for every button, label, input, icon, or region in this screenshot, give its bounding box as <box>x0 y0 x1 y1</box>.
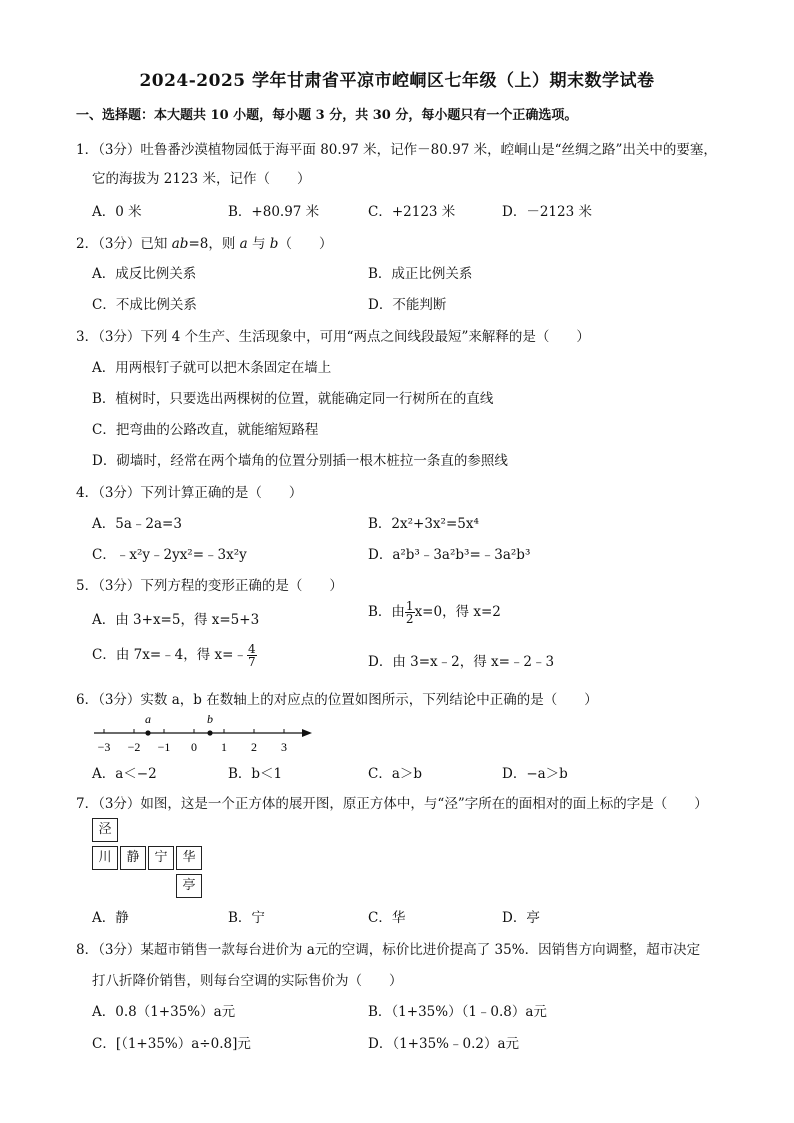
question-8-stem-line1: 8．（3分）某超市销售一款每台进价为 a元的空调，标价比进价提高了 35%．因销售方向调整，超市决定 <box>76 942 701 958</box>
question-8-option-c: C．[（1+35%）a÷0.8]元 <box>92 1036 251 1052</box>
question-4-option-b: B．2x²+3x²=5x⁴ <box>368 516 479 532</box>
question-8-option-a: A．0.8（1+35%）a元 <box>92 1004 236 1020</box>
question-3-option-a: A．用两根钉子就可以把木条固定在墙上 <box>92 360 332 376</box>
cube-face-2: 川 <box>92 846 118 870</box>
question-8-option-b: B．（1+35%）（1﹣0.8）a元 <box>368 1004 547 1020</box>
question-5-option-d: D．由 3=x﹣2，得 x=﹣2﹣3 <box>368 654 555 670</box>
number-line-figure <box>92 708 322 762</box>
number-line-tick-label: 1 <box>221 740 227 754</box>
question-6-option-a: A．a＜−2 <box>92 766 157 782</box>
question-6-option-b: B．b＜1 <box>228 766 283 782</box>
question-2-option-d: D．不能判断 <box>368 297 447 313</box>
question-8-stem-line2: 打八折降价销售，则每台空调的实际售价为（ ） <box>92 973 403 989</box>
question-1-stem-line2: 它的海拔为 2123 米，记作（ ） <box>92 171 311 187</box>
question-2-option-b: B．成正比例关系 <box>368 266 473 282</box>
q5-c-fraction <box>247 643 257 668</box>
cube-face-3: 静 <box>120 846 146 870</box>
question-2-option-a: A．成反比例关系 <box>92 266 197 282</box>
q2-stem-pre: 2．（3分）已知 <box>76 236 172 252</box>
question-2-stem <box>76 232 332 252</box>
q2-var-b: b <box>269 236 279 252</box>
question-1-stem-line1: 1．（3分）吐鲁番沙漠植物园低于海平面 80.97 米，记作－80.97 米，崆峒山是“丝绸之路”出关中的要塞， <box>76 142 717 158</box>
fraction-numerator: 1 <box>405 599 414 613</box>
question-6-stem: 6．（3分）实数 a，b 在数轴上的对应点的位置如图所示，下列结论中正确的是（ ） <box>76 692 598 708</box>
number-line-tick-label: 2 <box>251 740 257 754</box>
point-a-label: a <box>145 712 151 726</box>
number-line-tick-label: −3 <box>97 740 111 754</box>
q2-var-a: a <box>239 236 248 252</box>
question-3-option-d: D．砌墙时，经常在两个墙角的位置分别插一根木桩拉一条直的参照线 <box>92 453 508 469</box>
question-7-option-c: C．华 <box>368 910 406 926</box>
section-heading: 一、选择题：本大题共 10 小题，每小题 3 分，共 30 分，每小题只有一个正确选项。 <box>76 108 578 123</box>
question-1-option-d: D．－2123 米 <box>502 204 592 220</box>
question-7-stem: 7．（3分）如图，这是一个正方体的展开图，原正方体中，与“泾”字所在的面相对的面上标的字是（ ） <box>76 796 708 812</box>
number-line-tick-label: −2 <box>127 740 141 754</box>
number-line-tick-label: −1 <box>157 740 171 754</box>
q2-expr-ab: ab <box>171 236 189 252</box>
question-4-option-c: C．﹣x²y﹣2yx²=﹣3x²y <box>92 547 247 563</box>
cube-face-1: 泾 <box>92 818 118 842</box>
question-7-option-a: A．静 <box>92 910 129 926</box>
q5-b-prefix: B．由 <box>368 604 405 620</box>
question-2-option-c: C．不成比例关系 <box>92 297 197 313</box>
question-3-option-b: B．植树时，只要选出两棵树的位置，就能确定同一行树所在的直线 <box>92 391 494 407</box>
question-5-option-c <box>92 643 257 668</box>
question-5-option-a: A．由 3+x=5，得 x=5+3 <box>92 612 260 628</box>
point-b-label: b <box>207 712 213 726</box>
question-5-stem: 5．（3分）下列方程的变形正确的是（ ） <box>76 578 343 594</box>
q5-b-suffix: x=0，得 x=2 <box>414 604 501 620</box>
q5-b-fraction <box>405 600 415 625</box>
question-7-option-d: D．亭 <box>502 910 540 926</box>
question-1-option-a: A．0 米 <box>92 204 142 220</box>
question-3-option-c: C．把弯曲的公路改直，就能缩短路程 <box>92 422 319 438</box>
fraction-denominator: 7 <box>247 655 256 669</box>
q2-stem-end: （ ） <box>278 236 333 252</box>
q2-stem-and: 与 <box>247 236 270 252</box>
question-4-option-a: A．5a﹣2a=3 <box>92 516 182 532</box>
cube-face-5: 华 <box>176 846 202 870</box>
number-line-tick-label: 3 <box>281 740 287 754</box>
question-1-option-b: B．+80.97 米 <box>228 204 320 220</box>
question-1-option-c: C．+2123 米 <box>368 204 456 220</box>
question-7-option-b: B．宁 <box>228 910 265 926</box>
question-4-option-d: D．a²b³﹣3a²b³=﹣3a²b³ <box>368 547 531 563</box>
fraction-numerator: 4 <box>247 642 256 656</box>
question-6-option-d: D．−a＞b <box>502 766 568 782</box>
question-5-option-b <box>368 600 501 625</box>
point-b-dot <box>207 730 212 735</box>
cube-face-6: 亭 <box>176 874 202 898</box>
question-4-stem: 4．（3分）下列计算正确的是（ ） <box>76 485 303 501</box>
number-line-svg <box>92 708 322 758</box>
question-3-stem: 3．（3分）下列 4 个生产、生活现象中，可用“两点之间线段最短”来解释的是（ ） <box>76 329 590 345</box>
question-8-option-d: D．（1+35%﹣0.2）a元 <box>368 1036 519 1052</box>
point-a-dot <box>145 730 150 735</box>
axis-arrow-icon <box>302 729 312 737</box>
q5-c-prefix: C．由 7x=﹣4，得 x=﹣ <box>92 647 247 663</box>
question-6-option-c: C．a＞b <box>368 766 423 782</box>
q2-stem-mid: =8，则 <box>188 236 240 252</box>
page-title: 2024-2025 学年甘肃省平凉市崆峒区七年级（上）期末数学试卷 <box>139 71 655 91</box>
fraction-denominator: 2 <box>405 612 414 626</box>
number-line-tick-label: 0 <box>191 740 197 754</box>
cube-face-4: 宁 <box>148 846 174 870</box>
